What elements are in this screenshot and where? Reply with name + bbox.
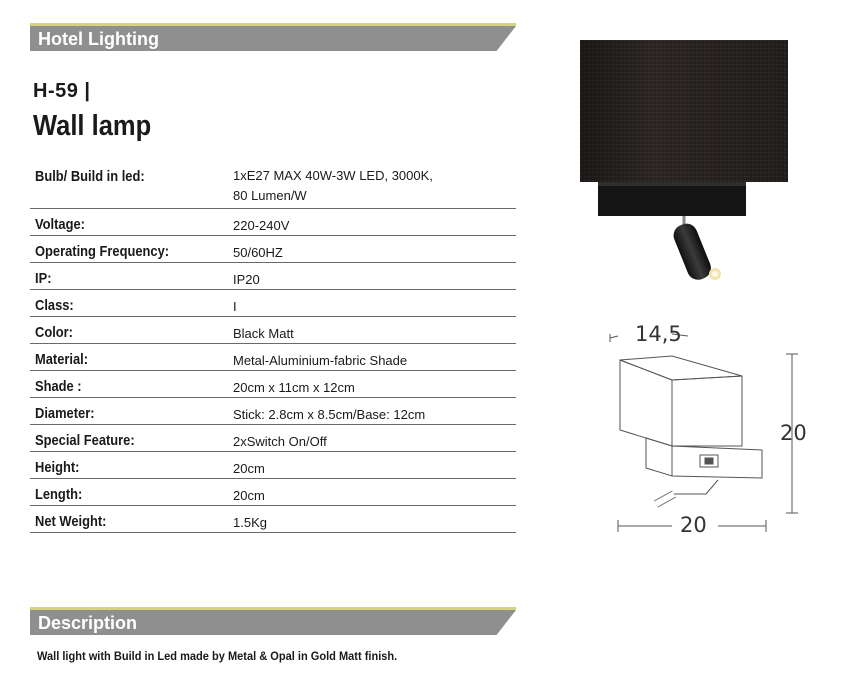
spec-label: Color:: [35, 324, 73, 341]
height-dimension: 20: [780, 421, 807, 445]
shade-top-face: [620, 356, 742, 380]
spec-value: Metal-Aluminium-fabric Shade: [233, 353, 408, 368]
spec-row: [30, 263, 516, 290]
spec-label: Class:: [35, 297, 74, 314]
spec-value: 220-240V: [233, 218, 290, 233]
section-title: Hotel Lighting: [38, 29, 159, 49]
spec-label: Height:: [35, 459, 80, 476]
product-model: H-59 |: [33, 80, 91, 102]
band-accent-line: [30, 23, 516, 26]
spec-row: [30, 344, 516, 371]
spec-table: [30, 160, 516, 533]
description-band: [30, 607, 516, 635]
spec-value: 20cm: [233, 488, 265, 503]
depth-dimension: 14,5: [635, 322, 682, 346]
product-name: Wall lamp: [33, 110, 152, 142]
description-text: Wall light with Build in Led made by Metal & Opal in Gold Matt finish.: [37, 649, 398, 663]
spec-value: Stick: 2.8cm x 8.5cm/Base: 12cm: [233, 407, 426, 422]
spec-label: Net Weight:: [35, 513, 107, 530]
spec-row: [30, 290, 516, 317]
spec-value: 50/60HZ: [233, 245, 283, 260]
spec-value: Black Matt: [233, 326, 294, 341]
shade-left-face: [620, 360, 672, 446]
shade-front-face: [672, 376, 742, 446]
spec-row: [30, 160, 516, 209]
spec-row: [30, 371, 516, 398]
spec-label: Material:: [35, 351, 89, 368]
section-header-band: [30, 23, 516, 51]
description-title: Description: [38, 613, 138, 633]
spec-value: 20cm: [233, 461, 265, 476]
spec-row: [30, 236, 516, 263]
spec-row: [30, 479, 516, 506]
spec-label: Length:: [35, 486, 83, 503]
spec-label: Voltage:: [35, 216, 85, 233]
spec-value: I: [233, 299, 237, 314]
spec-value-line: 1xE27 MAX 40W-3W LED, 3000K,: [233, 168, 433, 183]
spec-label: Shade :: [35, 378, 82, 395]
spec-value-line: 80 Lumen/W: [233, 188, 307, 203]
spec-value: [233, 166, 433, 206]
spec-label: Diameter:: [35, 405, 95, 422]
spec-label: IP:: [35, 270, 52, 287]
product-photo: [576, 36, 796, 286]
spec-row: [30, 506, 516, 533]
base-box: [672, 446, 762, 478]
spec-row: [30, 209, 516, 236]
spec-value: 2xSwitch On/Off: [233, 434, 327, 449]
width-dimension: 20: [680, 513, 707, 537]
reading-light: [670, 220, 714, 283]
lamp-base: [598, 182, 746, 216]
spec-label: Special Feature:: [35, 432, 135, 449]
spec-label: Operating Frequency:: [35, 243, 170, 260]
band-accent-line: [30, 607, 516, 610]
spec-row: [30, 425, 516, 452]
spec-row: [30, 317, 516, 344]
spec-value: 1.5Kg: [233, 515, 267, 530]
depth-dim-tick: [610, 336, 618, 338]
spec-value: 20cm x 11cm x 12cm: [233, 380, 355, 395]
spec-label: Bulb/ Build in led:: [35, 168, 145, 185]
spec-row: [30, 398, 516, 425]
spec-row: [30, 452, 516, 479]
spec-value: IP20: [233, 272, 260, 287]
